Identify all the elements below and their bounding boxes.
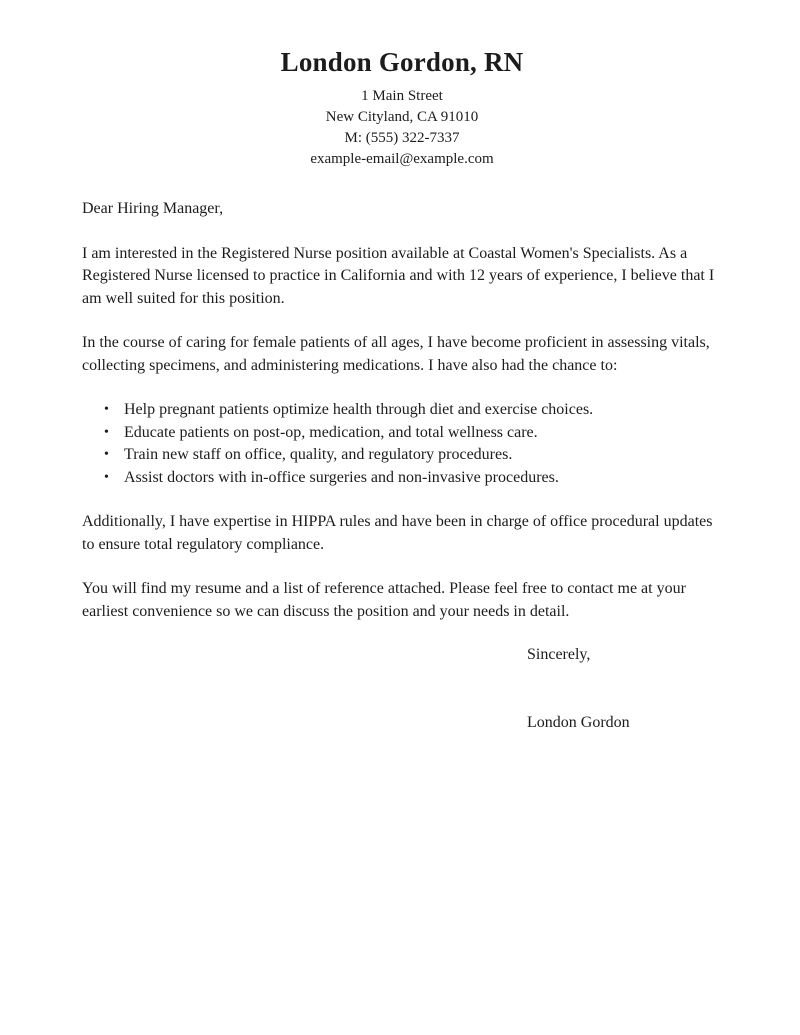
bullet-icon: •: [104, 469, 109, 485]
body-paragraph-2: In the course of caring for female patients of all ages, I have become proficient in assessing vitals, collecting specimens, and administering medications. I have also had the chance to:: [82, 334, 710, 374]
address-line-2: New Cityland, CA 91010: [325, 109, 479, 125]
body-paragraph-3: Additionally, I have expertise in HIPPA rules and have been in charge of office procedural updates to ensure total regulatory compliance.: [82, 513, 713, 553]
list-item: [104, 444, 722, 467]
signature-name: London Gordon: [527, 713, 630, 731]
list-item: [104, 399, 722, 422]
signoff-block: [527, 644, 722, 734]
bullet-icon: •: [104, 402, 109, 417]
list-item-text: Help pregnant patients optimize health through diet and exercise choices.: [124, 401, 594, 418]
list-item-text: Educate patients on post-op, medication, and total wellness care.: [124, 423, 538, 441]
duties-list: [82, 399, 722, 489]
email-address: example-email@example.com: [310, 151, 494, 167]
list-item-text: Assist doctors with in-office surgeries and non-invasive procedures.: [124, 468, 559, 486]
body-paragraph-1: I am interested in the Registered Nurse position available at Coastal Women's Specialists. As a Registered Nurse licensed to practice in California and with 12 years of experience, I believe that I am well suited for this position.: [82, 244, 715, 307]
address-line-1: 1 Main Street: [361, 88, 443, 104]
list-item-text: Train new staff on office, quality, and regulatory procedures.: [124, 446, 513, 463]
signoff: Sincerely,: [527, 646, 591, 663]
applicant-name: London Gordon, RN: [280, 47, 524, 77]
bullet-icon: •: [104, 447, 109, 462]
letter-header: [82, 46, 722, 170]
greeting: Dear Hiring Manager,: [82, 200, 224, 217]
list-item: [104, 467, 722, 490]
body-paragraph-4: You will find my resume and a list of reference attached. Please feel free to contact me at your earliest convenience so we can discuss the position and your needs in detail.: [82, 580, 686, 620]
phone-number: M: (555) 322-7337: [344, 130, 460, 146]
bullet-icon: •: [104, 424, 109, 440]
list-item: [104, 422, 722, 445]
